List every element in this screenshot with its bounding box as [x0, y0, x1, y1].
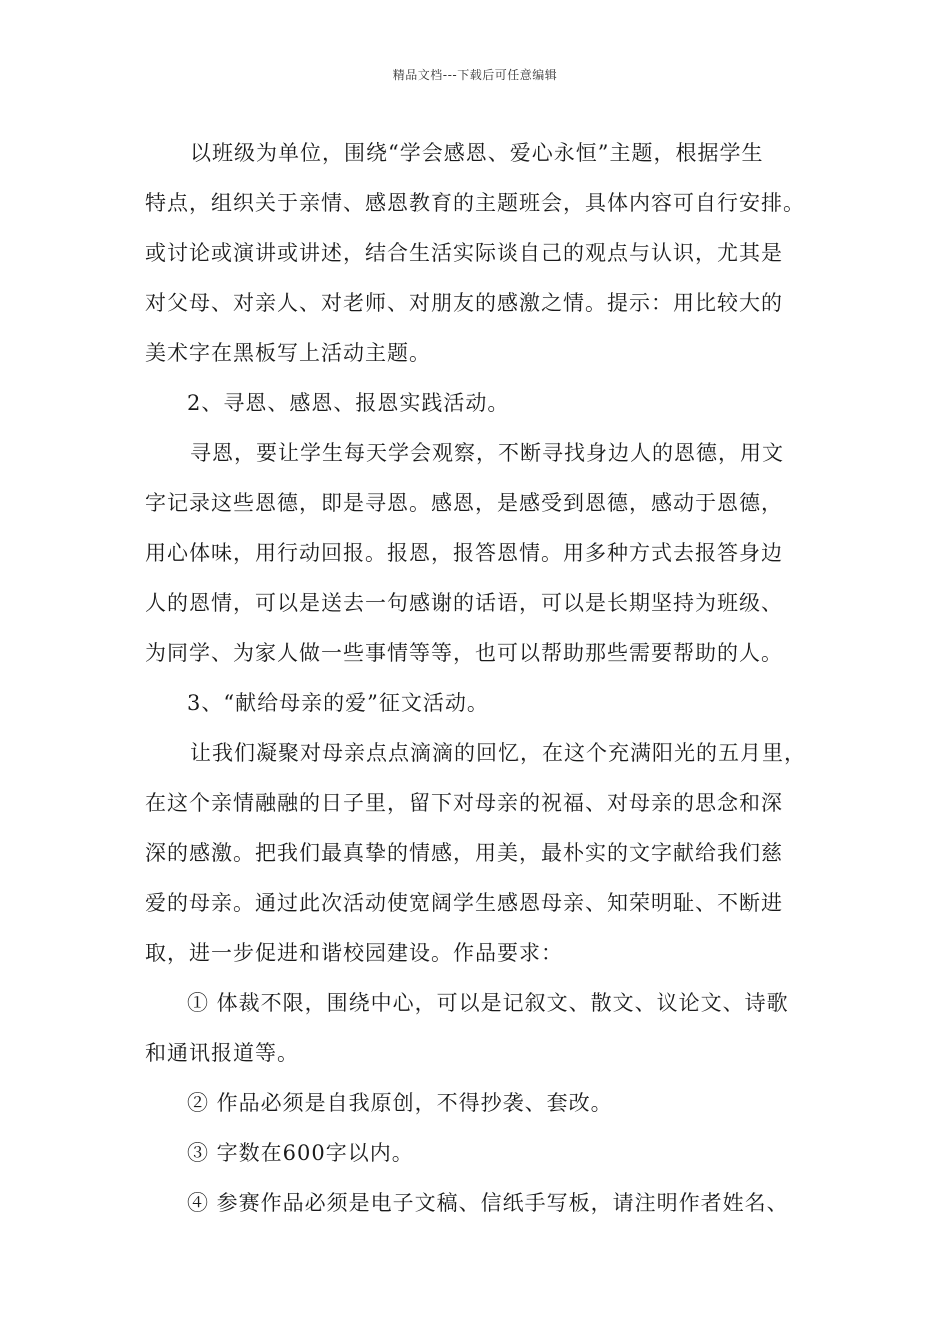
text-line: 以班级为单位，围绕“学会感恩、爱心永恒”主题，根据学生 [190, 141, 764, 165]
text-line: 用心体味，用行动回报。报恩，报答恩情。用多种方式去报答身边 [145, 541, 783, 565]
page-header: 精品文档---下载后可任意编辑 [392, 68, 558, 82]
list-item: ② 作品必须是自我原创，不得抄袭、套改。 [187, 1091, 613, 1115]
section-heading: 3、“献给母亲的爱”征文活动。 [187, 691, 489, 715]
text-line: 对父母、对亲人、对老师、对朋友的感激之情。提示：用比较大的 [145, 291, 783, 315]
text-line: 或讨论或演讲或讲述，结合生活实际谈自己的观点与认识，尤其是 [145, 241, 783, 265]
list-item: ① 体裁不限，围绕中心，可以是记叙文、散文、议论文、诗歌 [187, 991, 789, 1015]
document-body [145, 128, 810, 1228]
text-line: 爱的母亲。通过此次活动使宽阔学生感恩母亲、知荣明耻、不断进 [145, 891, 783, 915]
text-line: 在这个亲情融融的日子里，留下对母亲的祝福、对母亲的思念和深 [145, 791, 783, 815]
text-line: 让我们凝聚对母亲点点滴滴的回忆，在这个充满阳光的五月里， [190, 741, 806, 765]
text-line: 字记录这些恩德，即是寻恩。感恩，是感受到恩德，感动于恩德， [145, 491, 783, 515]
text-line: 美术字在黑板写上活动主题。 [145, 341, 431, 365]
section-heading: 2、寻恩、感恩、报恩实践活动。 [187, 391, 510, 415]
text-line: 为同学、为家人做一些事情等等，也可以帮助那些需要帮助的人。 [145, 641, 783, 665]
text-line: 寻恩，要让学生每天学会观察，不断寻找身边人的恩德，用文 [190, 441, 784, 465]
text-line: 人的恩情，可以是送去一句感谢的话语，可以是长期坚持为班级、 [145, 591, 783, 615]
text-line: 特点，组织关于亲情、感恩教育的主题班会，具体内容可自行安排。 [145, 191, 805, 215]
list-item: ③ 字数在600字以内。 [187, 1141, 414, 1165]
text-line: 深的感激。把我们最真挚的情感，用美，最朴实的文字献给我们慈 [145, 841, 783, 865]
text-line: 取，进一步促进和谐校园建设。作品要求： [145, 941, 563, 965]
list-item: ④ 参赛作品必须是电子文稿、信纸手写板，请注明作者姓名、 [187, 1191, 789, 1215]
text-line: 和通讯报道等。 [145, 1041, 299, 1065]
